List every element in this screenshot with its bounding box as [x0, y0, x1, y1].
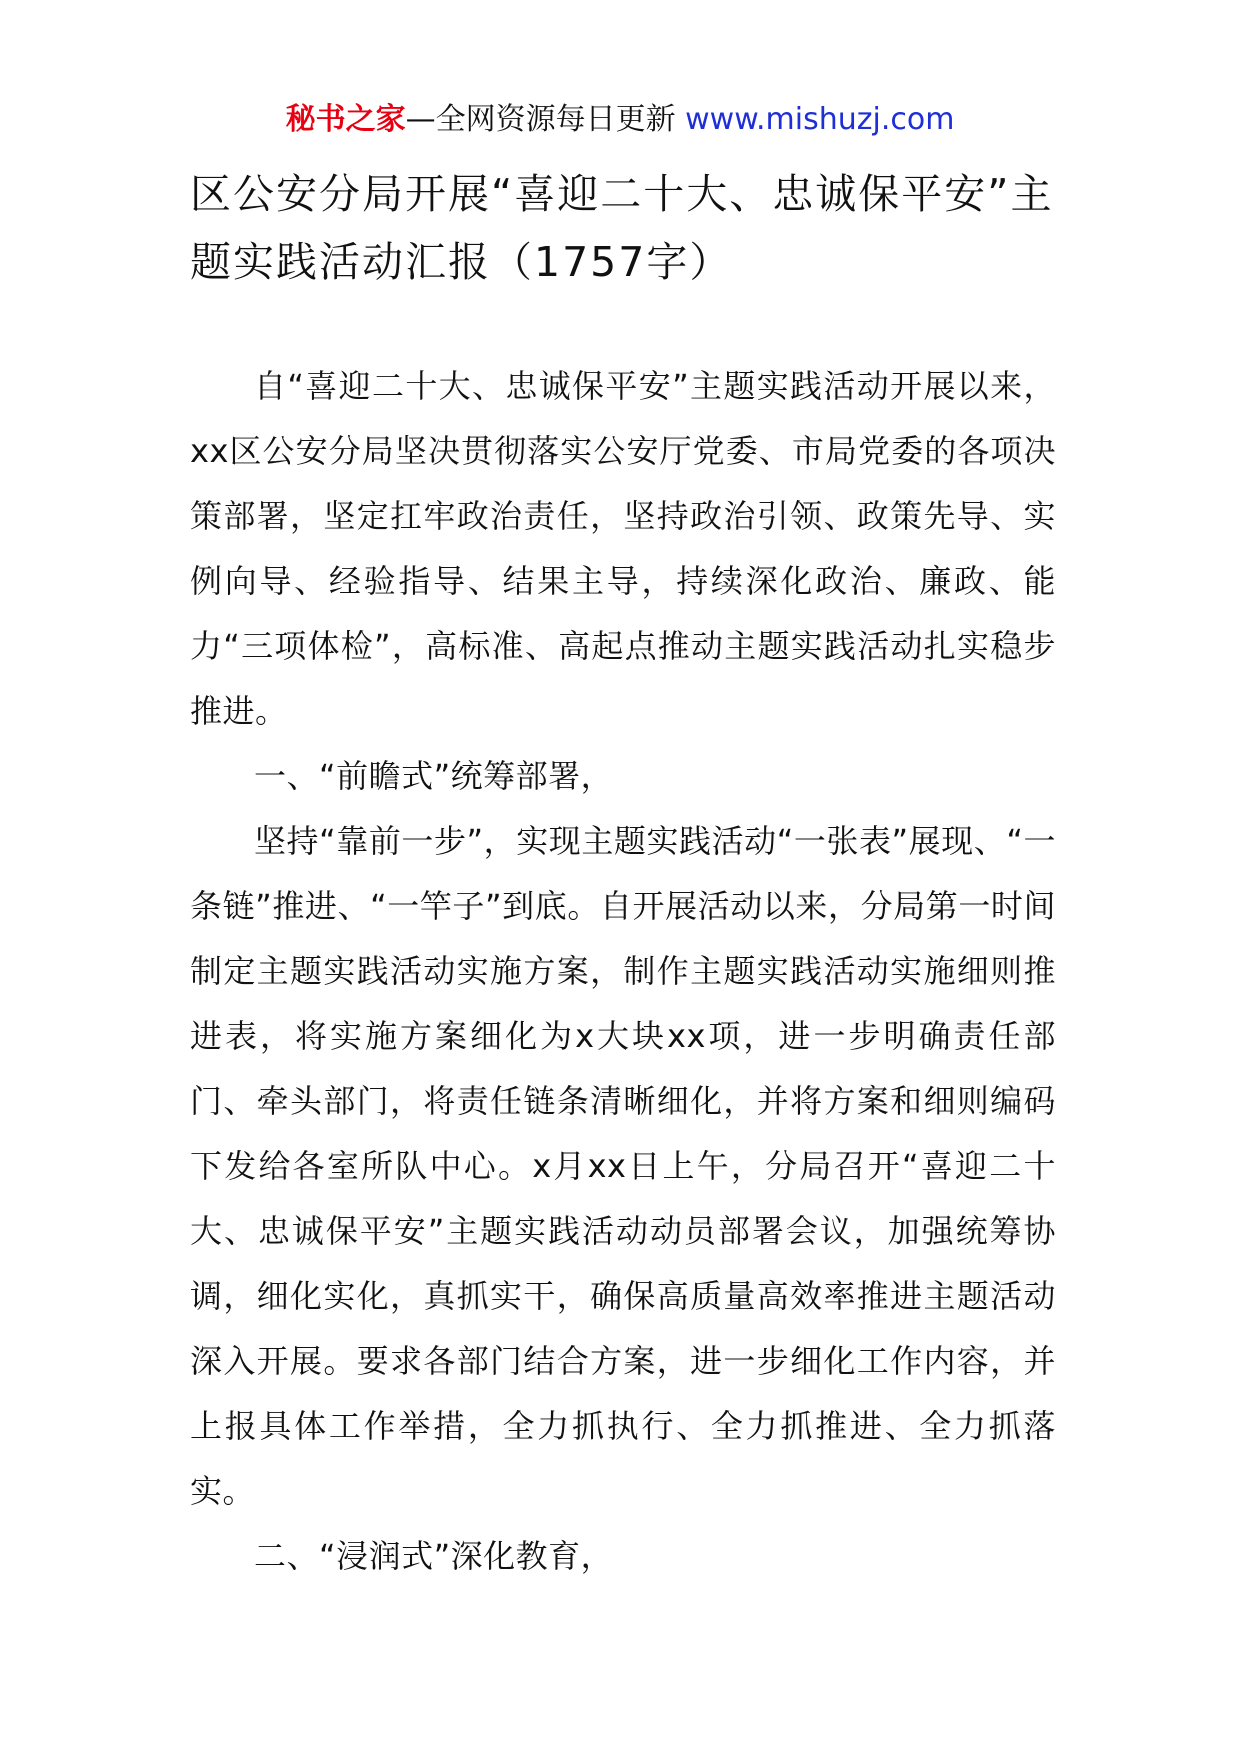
- banner-tagline: —全网资源每日更新: [405, 102, 686, 137]
- section-heading-1: 一、“前瞻式”统筹部署，: [254, 757, 614, 795]
- section-paragraph-1: 坚持“靠前一步”，实现主题实践活动“一张表”展现、“一条链”推进、“一竿子”到底。自开展活动以来，分局第一时间制定主题实践活动实施方案，制作主题实践活动实施细则推进表，将实施方案细化为x大块xx项，进一步明确责任部门、牵头部门，将责任链条清晰细化，并将方案和细则编码下发给各室所队中心。x月xx日上午，分局召开“喜迎二十大、忠诚保平安”主题实践活动动员部署会议，加强统筹协调，细化实化，真抓实干，确保高质量高效率推进主题活动深入开展。要求各部门结合方案，进一步细化工作内容，并上报具体工作举措，全力抓执行、全力抓推进、全力抓落实。: [190, 822, 1056, 1510]
- intro-paragraph: 自“喜迎二十大、忠诚保平安”主题实践活动开展以来，xx区公安分局坚决贯彻落实公安厅党委、市局党委的各项决策部署，坚定扛牢政治责任，坚持政治引领、政策先导、实例向导、经验指导、结果主导，持续深化政治、廉政、能力“三项体检”，高标准、高起点推动主题实践活动扎实稳步推进。: [190, 367, 1056, 730]
- document-title: 区公安分局开展“喜迎二十大、忠诚保平安”主题实践活动汇报（1757字）: [190, 170, 1054, 286]
- brand-name: 秘书之家: [285, 102, 406, 137]
- section-heading-2: 二、“浸润式”深化教育，: [254, 1537, 614, 1575]
- document-body: [190, 354, 1056, 1589]
- site-url-link[interactable]: www.mishuzj.com: [685, 102, 955, 137]
- site-banner: [0, 100, 1240, 140]
